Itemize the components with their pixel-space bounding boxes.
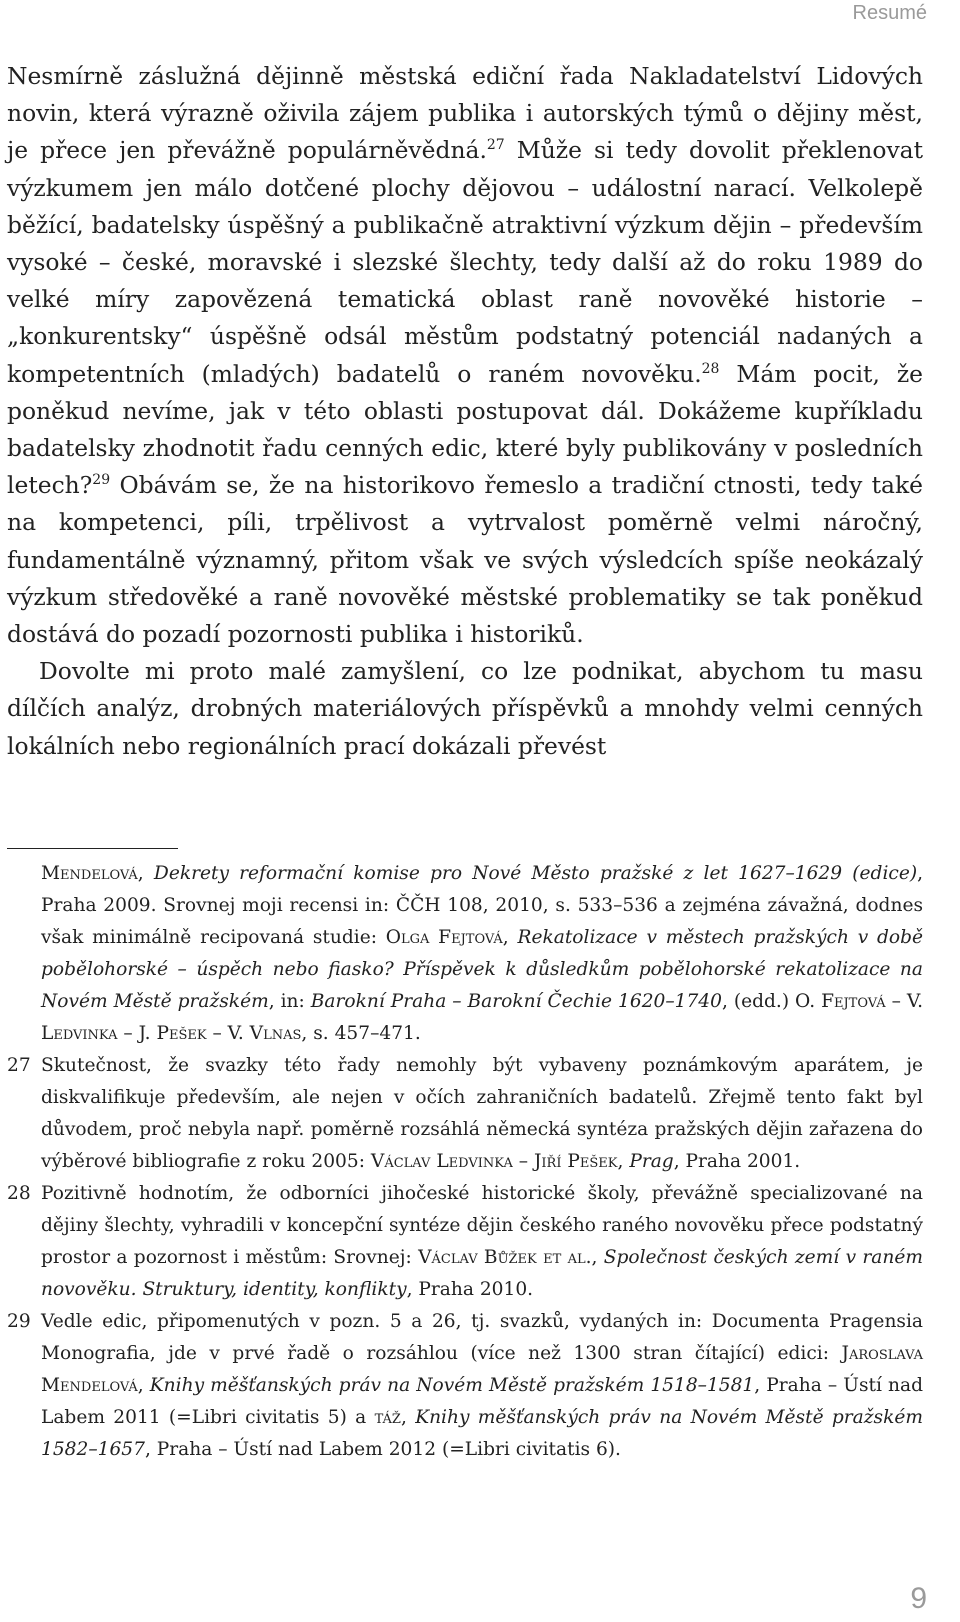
running-head: Resumé	[852, 2, 927, 24]
author-name: Jaroslava Mendelová	[41, 1343, 923, 1396]
text-run: , s. 457–471.	[301, 1023, 421, 1044]
author-name: Václav Ledvinka – Jiří Pešek	[370, 1151, 618, 1172]
paragraph-1	[7, 58, 923, 653]
text-run: ,	[400, 1407, 416, 1428]
footnote-number: 27	[7, 1055, 31, 1076]
paragraph-text: Obávám se, že na historikovo řemeslo a tradiční ctnosti, tedy také na kompetenci, píli, trpělivost a vytrvalost poměrně velmi náročný, fundamentálně významný, přitom však ve svých výsledcích spíše neokázalý výzkum středověké a raně novověké městské problematiky se tak poněkud dostává do pozadí pozornosti publika i historiků.	[7, 471, 923, 649]
text-run: ,	[591, 1247, 604, 1268]
paragraph-text: Může si tedy dovolit překlenovat výzkumem jen málo dotčené plochy dějovou – událostní narací. Velkolepě běžící, badatelsky úspěšný a publikačně atraktivní výzkum dějin – především vysoké – české, moravské i slezské šlechty, tedy další až do roku 1989 do velké míry zapovězená tematická oblast raně novověké historie – „konkurentsky“ úspěšně odsál městům podstatný potenciál nadaných a kompetentních (mladých) badatelů o raném novověku.	[7, 136, 924, 388]
text-run: Vedle edic, připomenutých v pozn. 5 a 26, tj. svazků, vydaných in: Documenta Pragensia Monografia, jde v prvé řadě o rozsáhlou (více než 1300 stran čítající) edici:	[41, 1311, 923, 1364]
author-name: táž	[374, 1407, 401, 1428]
text-run: , Praha – Ústí nad Labem 2012 (=Libri civitatis 6).	[144, 1439, 621, 1460]
paragraph-text: Nesmírně záslužná dějinně městská ediční řada Nakladatelství Lidových novin, která výrazně oživila zájem publika i autorských týmů o dějiny měst, je přece jen převážně populárněvědná.	[7, 62, 923, 165]
text-run: ,	[137, 1375, 150, 1396]
footnote-ref-27[interactable]: 27	[486, 137, 505, 154]
work-title: Rekatolizace v městech pražských v době pobělohorské – úspěch nebo fiasko? Příspěvek k důsledkům pobělohorské rekatolizace na Novém Městě pražském	[41, 927, 923, 1012]
footnote-27	[7, 1050, 923, 1178]
author-name: Olga Fejtová	[385, 927, 503, 948]
text-run: , (edd.)	[721, 991, 796, 1012]
work-title: Knihy měšťanských práv na Novém Městě pražském 1582–1657	[41, 1407, 924, 1460]
work-title: Společnost českých zemí v raném novověku. Struktury, identity, konflikty	[41, 1247, 923, 1300]
text-run: ,	[137, 863, 154, 884]
text-run: , Praha 2010.	[406, 1279, 534, 1300]
text-run: Skutečnost, že svazky této řady nemohly být vybaveny poznámkovým aparátem, je diskvalifikuje především, ale nejen v očích zahraničních badatelů. Zřejmě tento fakt byl důvodem, proč nebyla např. poměrně rozsáhlá německá syntéza pražských dějin zařazena do výběrové bibliografie z roku 2005:	[41, 1055, 923, 1172]
author-name: O. Fejtová – V. Ledvinka – J. Pešek – V. Vlnas	[41, 991, 923, 1044]
footnote-separator	[7, 848, 178, 849]
work-title: Barokní Praha – Barokní Čechie 1620–1740	[310, 991, 722, 1012]
footnote-text	[41, 1178, 923, 1306]
footnote-text	[41, 858, 923, 1050]
work-title: Prag	[629, 1151, 674, 1172]
text-run: Pozitivně hodnotím, že odborníci jihočeské historické školy, převážně specializované na dějiny šlechty, vyhradili v koncepční syntéze dějin českého raného novověku přece podstatný prostor a pozornost i městům: Srovnej:	[41, 1183, 923, 1268]
author-name: Mendelová	[41, 863, 138, 884]
paragraph-text: Mám pocit, že poněkud nevíme, jak v této oblasti postupovat dál. Dokážeme kupříkladu badatelsky zhodnotit řadu cenných edic, které byly publikovány v posledních letech?	[7, 359, 923, 500]
text-run: ,	[617, 1151, 630, 1172]
text-run: , in:	[268, 991, 311, 1012]
footnote-number: 28	[7, 1183, 31, 1204]
work-title: Dekrety reformační komise pro Nové Město pražské z let 1627–1629 (edice)	[153, 863, 918, 884]
footnote-continuation	[7, 858, 923, 1050]
footnote-28	[7, 1178, 923, 1306]
work-title: Knihy měšťanských práv na Novém Městě pražském 1518–1581	[149, 1375, 755, 1396]
text-run: , Praha 2001.	[673, 1151, 801, 1172]
author-name: Václav Bůžek et al.	[418, 1247, 592, 1268]
footnotes	[7, 858, 923, 1466]
footnote-ref-29[interactable]: 29	[92, 472, 111, 489]
text-run: ,	[502, 927, 518, 948]
footnote-text	[41, 1050, 923, 1178]
page-number: 9	[910, 1582, 927, 1615]
footnote-number: 29	[7, 1311, 31, 1332]
footnote-number-blank	[7, 858, 41, 1050]
text-run: , Praha – Ústí nad Labem 2011 (=Libri civitatis 5) a	[41, 1375, 923, 1428]
text-run: , Praha 2009. Srovnej moji recensi in: ČČH 108, 2010, s. 533–536 a zejména závažná, dodnes však minimálně recipovaná studie:	[41, 863, 923, 948]
main-text	[7, 58, 923, 765]
footnote-text	[41, 1306, 923, 1466]
paragraph-2: Dovolte mi proto malé zamyšlení, co lze podnikat, abychom tu masu dílčích analýz, drobných materiálových příspěvků a mnohdy velmi cenných lokálních nebo regionálních prací dokázali převést	[7, 657, 923, 760]
footnote-ref-28[interactable]: 28	[701, 360, 720, 377]
footnote-29	[7, 1306, 923, 1466]
